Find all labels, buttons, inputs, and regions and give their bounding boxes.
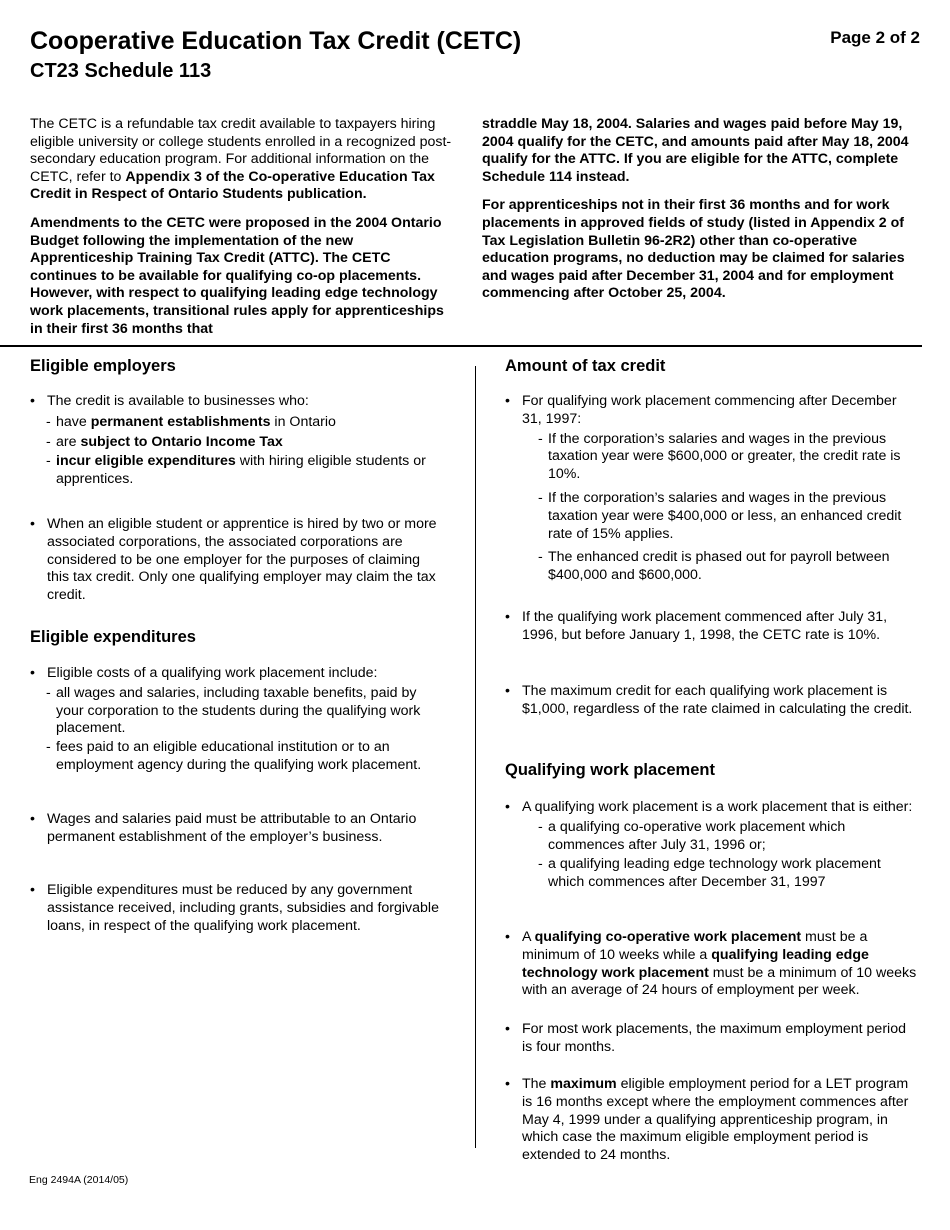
sub-item <box>505 819 920 855</box>
sub-item-text: all wages and salaries, including taxable benefits, paid by your corporation to the students during the qualifying work placement. <box>56 684 421 737</box>
horizontal-divider <box>0 345 922 347</box>
bullet-icon: • <box>505 1076 510 1092</box>
list-item-text: must be a minimum of 10 weeks with an average of 24 hours of employment per week. <box>522 964 917 999</box>
list-item-text: When an eligible student or apprentice is hired by two or more associated corporations, the associated corporations are considered to be one employer for the purposes of claiming this tax credit. Only one qualifying employer may claim the tax credit. <box>47 516 437 604</box>
list-item <box>505 393 920 429</box>
list-item-text: Wages and salaries paid must be attributable to an Ontario permanent establishment of the employer’s business. <box>47 811 417 845</box>
list-item <box>30 882 445 935</box>
page-title: Cooperative Education Tax Credit (CETC) <box>30 27 522 55</box>
list-item-text: For most work placements, the maximum employment period is four months. <box>522 1021 906 1055</box>
qualifying-block-3 <box>505 1021 920 1057</box>
intro-right-column <box>482 116 922 314</box>
dash-icon: - <box>538 818 543 835</box>
sub-item-text: If the corporation’s salaries and wages in the previous taxation year were $400,000 or less, an enhanced credit rate of 15% applies. <box>548 489 902 542</box>
list-item-text: A qualifying work placement is a work placement that is either: <box>522 799 913 815</box>
dash-icon: - <box>538 549 543 566</box>
amount-block-3 <box>505 683 920 719</box>
dash-icon: - <box>46 684 51 701</box>
list-item-text: If the qualifying work placement commenced after July 31, 1996, but before January 1, 1998, the CETC rate is 10%. <box>522 609 888 643</box>
list-item-text: Eligible costs of a qualifying work placement include: <box>47 665 378 681</box>
list-item-text: The credit is available to businesses who: <box>47 393 309 409</box>
employers-block-1 <box>30 393 445 489</box>
intro-paragraph-2: Amendments to the CETC were proposed in the 2004 Ontario Budget following the implementation of the new Apprenticeship Training Tax Credit (ATTC). The CETC continues to be available for qualifying co-op placements. However, with respect to qualifying leading edge technology work placements, transitional rules apply for apprenticeships in their first 36 months that <box>30 214 444 337</box>
form-number: Eng 2494A (2014/05) <box>29 1174 129 1186</box>
bullet-icon: • <box>505 683 510 699</box>
sub-item <box>30 453 445 489</box>
list-item <box>30 393 445 411</box>
list-item <box>505 929 920 1000</box>
list-item-text: Eligible expenditures must be reduced by any government assistance received, including grants, subsidies and forgivable loans, in respect of the qualifying work placement. <box>47 882 439 934</box>
page-number: Page 2 of 2 <box>830 28 920 47</box>
qualifying-block-1 <box>505 799 920 892</box>
bullet-icon: • <box>30 393 35 409</box>
dash-icon: - <box>538 489 543 506</box>
list-item <box>505 799 920 817</box>
list-item <box>30 811 445 847</box>
qualifying-heading: Qualifying work placement <box>505 761 715 779</box>
sub-item-text: a qualifying co-operative work placement which commences after July 31, 1996 or; <box>548 818 846 853</box>
amount-block-1 <box>505 393 920 585</box>
amount-block-2 <box>505 609 920 645</box>
sub-item-bold: permanent establishments <box>90 413 271 430</box>
sub-item-bold: subject to Ontario Income Tax <box>80 433 283 450</box>
sub-item-bold: incur eligible expenditures <box>56 453 236 470</box>
sub-item-text: with hiring eligible students or apprentices. <box>56 453 426 488</box>
sub-item-text: fees paid to an eligible educational institution or to an employment agency during the qualifying work placement. <box>56 739 422 773</box>
list-item-text: eligible employment period for a LET program is 16 months except where the employment commences after May 4, 1999 under a qualifying apprenticeship program, in which case the maximum eligible employment period is extended to 24 months. <box>522 1076 909 1164</box>
employers-block-2 <box>30 516 445 605</box>
list-item <box>505 1076 920 1165</box>
sub-item <box>30 685 445 738</box>
bullet-icon: • <box>505 609 510 625</box>
sub-item <box>30 739 445 775</box>
expenditures-block-2 <box>30 811 445 847</box>
dash-icon: - <box>46 413 51 430</box>
bullet-icon: • <box>30 882 35 898</box>
bullet-icon: • <box>505 929 510 945</box>
sub-item-text: are <box>56 433 81 450</box>
amount-heading: Amount of tax credit <box>505 357 666 375</box>
intro-paragraph-4: For apprenticeships not in their first 36 months and for work placements in approved fields of study (listed in Appendix 2 of Tax Legislation Bulletin 96-2R2) other than co-operative education programs, no deduction may be claimed for salaries and wages paid after December 31, 2004 and for employment commencing after October 25, 2004. <box>482 197 905 302</box>
intro-paragraph-3: straddle May 18, 2004. Salaries and wages paid before May 19, 2004 qualify for the CETC, and amounts paid after May 18, 2004 qualify for the ATTC. If you are eligible for the ATTC, complete Schedule 114 instead. <box>482 116 909 185</box>
list-item-bold: maximum <box>550 1076 617 1092</box>
list-item-bold: qualifying co-operative work placement <box>534 929 802 945</box>
qualifying-block-2 <box>505 929 920 1000</box>
bullet-icon: • <box>505 393 510 409</box>
list-item-text: A <box>522 929 535 945</box>
intro-p1-text: The CETC is a refundable tax credit available to taxpayers hiring eligible university or college students enrolled in a recognized post-secondary education program. For additional information on the CETC, refer to <box>30 116 452 185</box>
sub-item-text: The enhanced credit is phased out for payroll between $400,000 and $600,000. <box>548 549 890 584</box>
list-item <box>30 516 445 605</box>
dash-icon: - <box>46 453 51 470</box>
eligible-expenditures-heading: Eligible expenditures <box>30 628 196 646</box>
list-item-text: The <box>522 1076 551 1092</box>
list-item <box>505 609 920 645</box>
column-divider <box>475 366 476 1148</box>
sub-item <box>505 549 920 585</box>
sub-item <box>505 431 920 484</box>
list-item-bold: qualifying leading edge technology work placement <box>522 946 869 981</box>
dash-icon: - <box>538 430 543 447</box>
intro-p1-reference: Appendix 3 of the Co-operative Education Tax Credit in Respect of Ontario Students publication. <box>30 168 435 203</box>
list-item <box>505 683 920 719</box>
page-subtitle: CT23 Schedule 113 <box>30 60 212 82</box>
dash-icon: - <box>46 739 51 756</box>
sub-item-text: in Ontario <box>270 413 336 430</box>
qualifying-block-4 <box>505 1076 920 1165</box>
sub-item <box>505 490 920 543</box>
list-item <box>30 665 445 683</box>
list-item-text: The maximum credit for each qualifying work placement is $1,000, regardless of the rate claimed in calculating the credit. <box>522 683 913 717</box>
bullet-icon: • <box>30 811 35 827</box>
expenditures-block-3 <box>30 882 445 935</box>
dash-icon: - <box>46 433 51 450</box>
bullet-icon: • <box>30 665 35 681</box>
list-item <box>505 1021 920 1057</box>
intro-paragraph-1 <box>30 116 458 204</box>
dash-icon: - <box>538 856 543 873</box>
sub-item-text: have <box>56 413 91 430</box>
bullet-icon: • <box>505 799 510 815</box>
sub-item-text: If the corporation’s salaries and wages in the previous taxation year were $600,000 or greater, the credit rate is 10%. <box>548 430 901 483</box>
sub-item-text: a qualifying leading edge technology work placement which commences after December 31, 1997 <box>548 856 881 891</box>
intro-left-column <box>30 116 458 349</box>
eligible-employers-heading: Eligible employers <box>30 357 176 375</box>
list-item-text: For qualifying work placement commencing after December 31, 1997: <box>522 393 897 427</box>
sub-item <box>30 414 445 432</box>
expenditures-block-1 <box>30 665 445 775</box>
sub-item <box>30 434 445 452</box>
bullet-icon: • <box>505 1021 510 1037</box>
bullet-icon: • <box>30 516 35 532</box>
list-item-text: must be a minimum of 10 weeks while a <box>522 929 868 963</box>
sub-item <box>505 856 920 892</box>
